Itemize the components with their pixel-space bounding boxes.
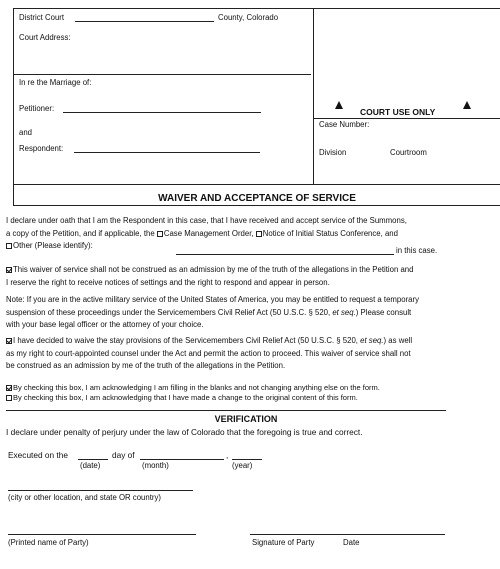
city-caption: (city or other location, and state OR country) bbox=[8, 493, 161, 502]
case-number-label: Case Number: bbox=[319, 120, 370, 129]
division-label: Division bbox=[319, 148, 347, 157]
stay-waiver-checkbox[interactable] bbox=[6, 338, 12, 344]
acknowledgment-checks: By checking this box, I am acknowledging I am filling in the blanks and not changing anything else on the form. By checking this box, I am acknowledging that I have made a change to the original content of this form. bbox=[6, 383, 496, 403]
military-note-paragraph: Note: If you are in the active military service of the United States of America, you may be entitled to request a temporary suspension of these proceedings under the Servicemembers Civil Relief Act (50 U.S.C. § 520, et seq.) Please consult with your base legal officer or the attorney of your choice. bbox=[6, 295, 419, 330]
year-caption: (year) bbox=[232, 461, 253, 470]
signature-caption: Signature of Party bbox=[252, 538, 315, 547]
declaration-line2: a copy of the Petition, and if applicable, the Case Management Order, Notice of Initial Status Conference, and bbox=[6, 228, 398, 238]
triangle-right-icon bbox=[463, 101, 471, 109]
and-label: and bbox=[19, 128, 33, 137]
waiver-checkbox[interactable] bbox=[6, 267, 12, 273]
respondent-label: Respondent: bbox=[19, 144, 64, 153]
page-title: WAIVER AND ACCEPTANCE OF SERVICE bbox=[158, 193, 356, 204]
other-identify-field[interactable] bbox=[176, 254, 394, 255]
date-caption: (date) bbox=[80, 461, 101, 470]
declaration-line3: Other (Please identify): bbox=[6, 241, 496, 251]
executed-month-field[interactable] bbox=[140, 459, 224, 460]
court-use-divider bbox=[313, 118, 500, 119]
in-re-label: In re the Marriage of: bbox=[19, 78, 92, 87]
signature-date-caption: Date bbox=[343, 538, 360, 547]
signature-field[interactable] bbox=[250, 534, 445, 535]
district-court-label: District Court bbox=[19, 13, 65, 22]
verification-separator bbox=[6, 410, 446, 411]
court-address-label: Court Address: bbox=[19, 33, 71, 42]
notice-status-checkbox[interactable] bbox=[256, 231, 262, 237]
made-change-checkbox[interactable] bbox=[6, 395, 12, 401]
executed-year-field[interactable] bbox=[232, 459, 262, 460]
printed-name-caption: (Printed name of Party) bbox=[8, 538, 89, 547]
month-caption: (month) bbox=[142, 461, 169, 470]
printed-name-field[interactable] bbox=[8, 534, 196, 535]
executed-date-field[interactable] bbox=[78, 459, 108, 460]
executed-on-label: Executed on the bbox=[8, 450, 68, 460]
waiver-paragraph: This waiver of service shall not be construed as an admission by me of the truth of the allegations in the Petition and I reserve the right to receive notices of settings and the right to respond and appear in person. bbox=[6, 265, 414, 287]
in-this-case-label: in this case. bbox=[396, 246, 438, 255]
case-management-checkbox[interactable] bbox=[157, 231, 163, 237]
caption-separator bbox=[13, 74, 311, 75]
petitioner-label: Petitioner: bbox=[19, 104, 55, 113]
stay-waiver-paragraph: I have decided to waive the stay provisions of the Servicemembers Civil Relief Act (50 U.S.C. § 520, et seq.) as well as my right to court-appointed counsel under the Act and permit the action to proceed. This waiver of service shall not be construed as an admission by me of the truth of the allegations in the Petition. bbox=[6, 336, 413, 371]
courtroom-label: Courtroom bbox=[390, 148, 427, 157]
declaration-line1: I declare under oath that I am the Respondent in this case, that I have received and accept service of the Summons, bbox=[6, 216, 407, 225]
other-checkbox[interactable] bbox=[6, 243, 12, 249]
no-change-checkbox[interactable] bbox=[6, 385, 12, 391]
triangle-left-icon bbox=[335, 101, 343, 109]
caption-divider-vertical bbox=[313, 8, 314, 184]
district-court-field[interactable] bbox=[75, 21, 214, 22]
respondent-field[interactable] bbox=[74, 152, 260, 153]
verification-heading: VERIFICATION bbox=[214, 414, 278, 424]
county-state-label: County, Colorado bbox=[218, 13, 279, 22]
petitioner-field[interactable] bbox=[63, 112, 261, 113]
verification-statement: I declare under penalty of perjury under the law of Colorado that the foregoing is true and correct. bbox=[6, 427, 363, 437]
day-of-label: day of bbox=[112, 450, 135, 460]
court-use-only-label: COURT USE ONLY bbox=[360, 107, 436, 117]
city-field[interactable] bbox=[8, 490, 193, 491]
comma-label: , bbox=[226, 450, 229, 460]
caption-divider-horizontal bbox=[13, 184, 500, 185]
